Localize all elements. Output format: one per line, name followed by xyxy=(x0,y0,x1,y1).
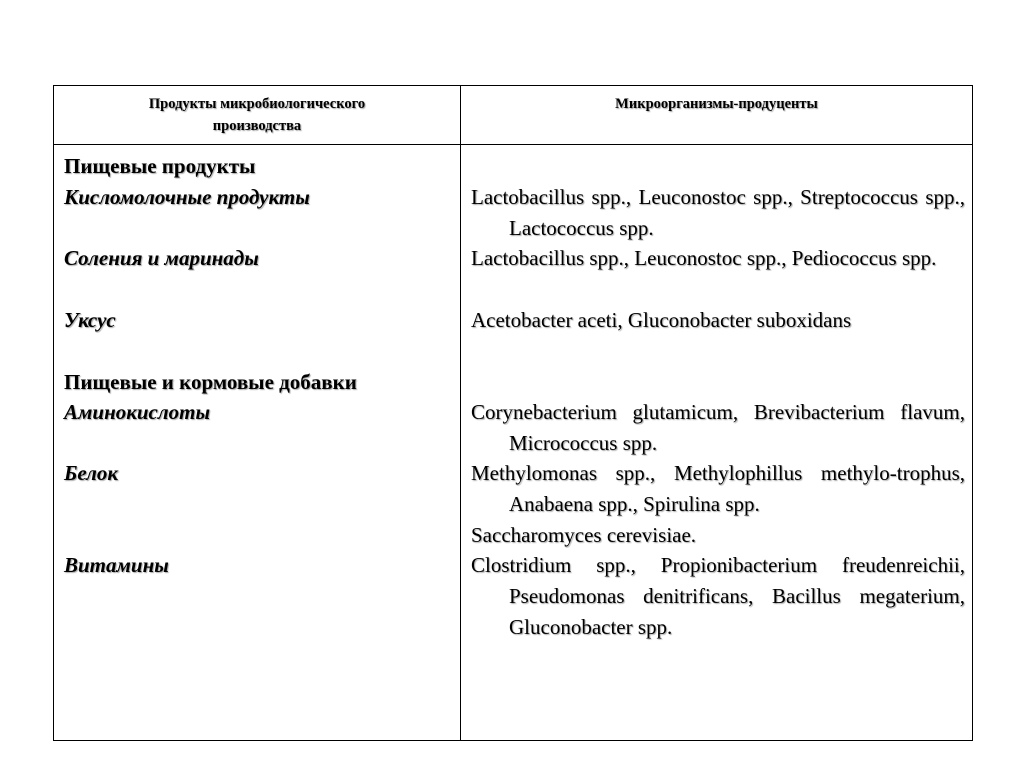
product-protein: Белок xyxy=(64,461,119,485)
products-microorganisms-table xyxy=(53,85,973,741)
organisms-yeast: Saccharomyces cerevisiae. xyxy=(471,523,697,547)
organisms-vinegar: Acetobacter aceti, Gluconobacter suboxidans xyxy=(471,308,852,332)
header-microorganisms: Микроорганизмы-продуценты xyxy=(615,96,818,112)
category-food-products: Пищевые продукты xyxy=(64,154,256,178)
organisms-pickles: Lactobacillus spp., Leuconostoc spp., Pediococcus spp. xyxy=(471,246,937,270)
organisms-dairy: Lactobacillus spp., Leuconostoc spp., Streptococcus spp., Lactococcus spp. xyxy=(471,185,965,240)
column-divider xyxy=(460,86,461,740)
product-dairy: Кисломолочные продукты xyxy=(64,185,310,209)
product-vinegar: Уксус xyxy=(64,308,116,332)
product-amino-acids: Аминокислоты xyxy=(64,400,211,424)
organisms-protein: Methylomonas spp., Methylophillus methylo-trophus, Anabaena spp., Spirulina spp. xyxy=(471,461,965,516)
category-food-feed-additives: Пищевые и кормовые добавки xyxy=(64,370,357,394)
header-divider xyxy=(54,144,972,145)
organisms-vitamins: Clostridium spp., Propionibacterium freudenreichii, Pseudomonas denitrificans, Bacillus megaterium, Gluconobacter spp. xyxy=(471,553,965,639)
product-vitamins: Витамины xyxy=(64,553,169,577)
organisms-amino-acids: Corynebacterium glutamicum, Brevibacterium flavum, Micrococcus spp. xyxy=(471,400,965,455)
product-pickles: Соления и маринады xyxy=(64,246,259,270)
header-products: Продукты микробиологического производства xyxy=(148,96,366,134)
